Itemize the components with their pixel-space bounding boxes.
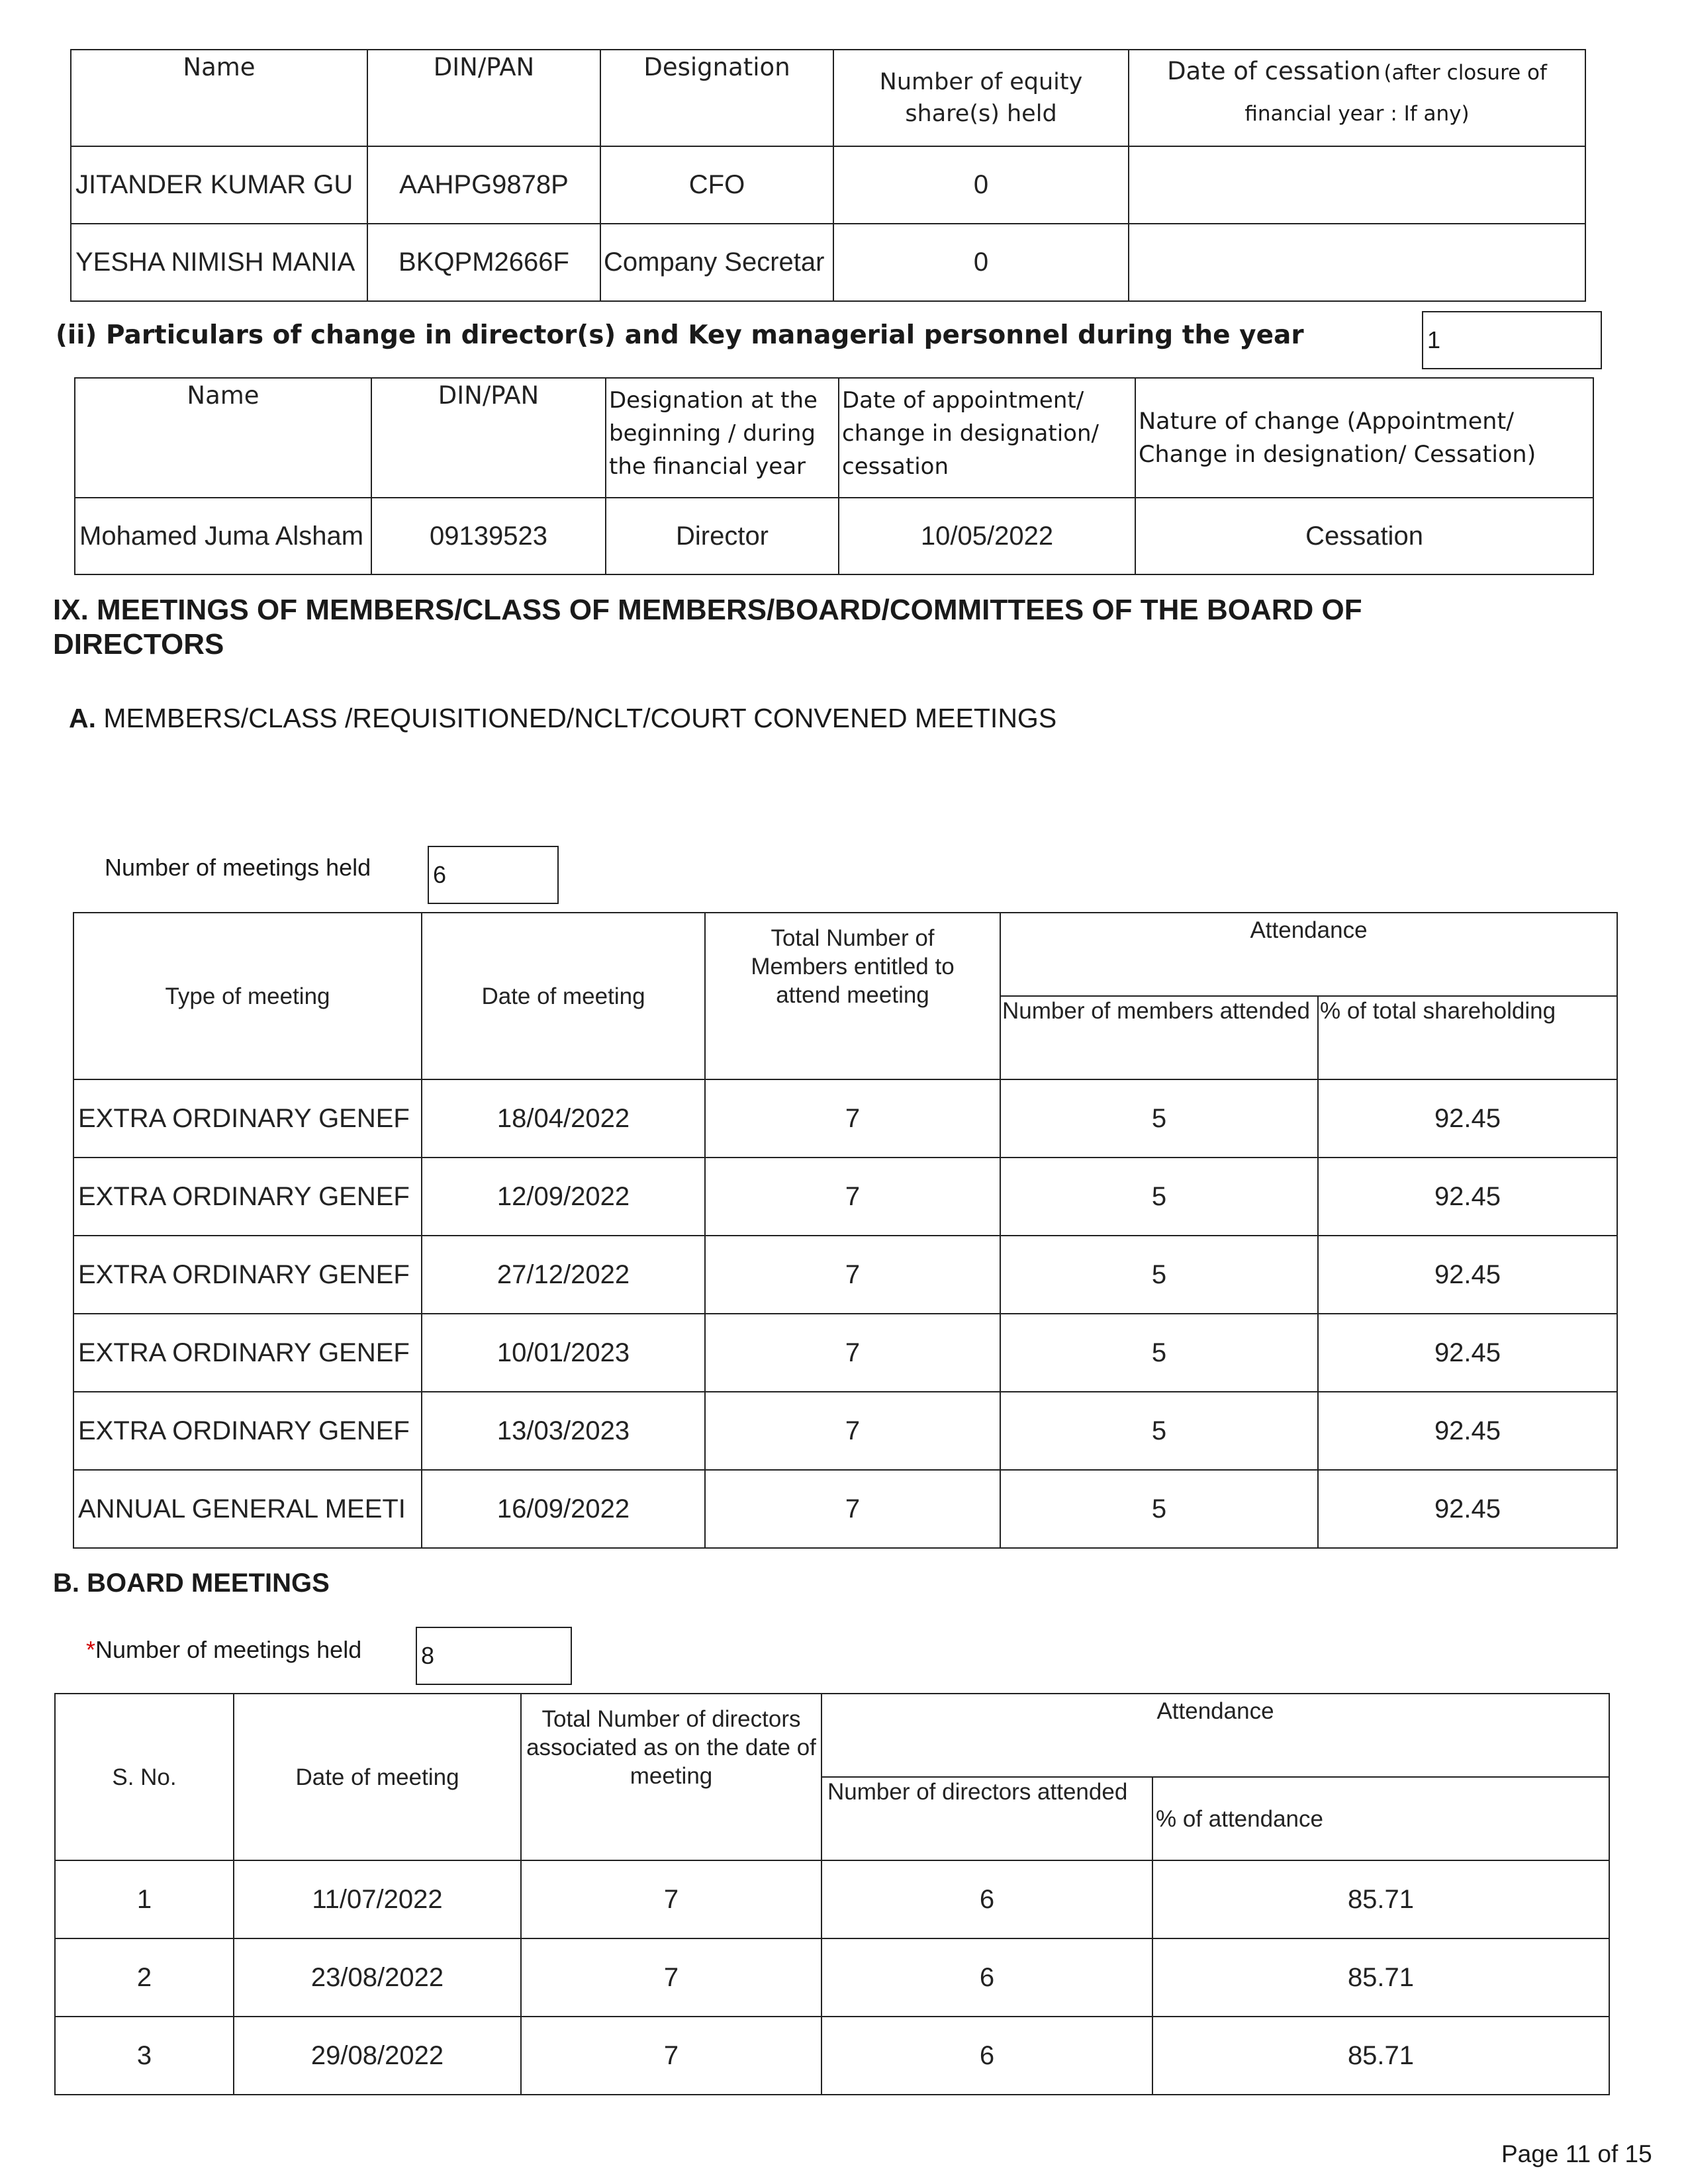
members-header-attended: Number of members attended	[1000, 996, 1318, 1079]
members-attended-cell: 5	[1000, 1079, 1318, 1158]
board-pct-cell: 85.71	[1152, 1938, 1609, 2017]
members-meetings-table	[73, 912, 1618, 1549]
board-header-attendance: Attendance	[821, 1694, 1609, 1777]
required-asterisk: *	[86, 1636, 96, 1663]
members-header-attendance: Attendance	[1000, 913, 1617, 996]
kmp-shares-cell: 0	[833, 146, 1129, 224]
section-a-text: MEMBERS/CLASS /REQUISITIONED/NCLT/COURT CONVENED MEETINGS	[103, 703, 1057, 733]
members-type-cell: EXTRA ORDINARY GENEF	[73, 1392, 422, 1470]
members-type-cell: EXTRA ORDINARY GENEF	[73, 1314, 422, 1392]
kmp-name-cell: YESHA NIMISH MANIA	[71, 224, 367, 301]
members-type-cell: EXTRA ORDINARY GENEF	[73, 1079, 422, 1158]
members-pct-cell: 92.45	[1318, 1470, 1617, 1548]
table-row	[73, 1392, 1617, 1470]
board-sno-cell: 2	[55, 1938, 234, 2017]
members-header-total: Total Number of Members entitled to attend meeting	[705, 913, 1000, 1079]
board-meetings-table	[54, 1693, 1610, 2095]
board-count-label: Number of meetings held	[95, 1636, 362, 1663]
members-header-date: Date of meeting	[422, 913, 705, 1079]
board-count-label-wrap	[86, 1636, 361, 1664]
change-table	[74, 377, 1594, 575]
members-date-cell: 13/03/2023	[422, 1392, 705, 1470]
members-count-label: Number of meetings held	[105, 854, 371, 881]
kmp-cessation-cell	[1129, 224, 1585, 301]
members-attended-cell: 5	[1000, 1314, 1318, 1392]
change-header-nature: Nature of change (Appointment/ Change in designation/ Cessation)	[1135, 378, 1593, 498]
change-header-designation: Designation at the beginning / during the financial year	[606, 378, 839, 498]
members-header-type: Type of meeting	[73, 913, 422, 1079]
board-sno-cell: 3	[55, 2017, 234, 2095]
board-header-pct: % of attendance	[1152, 1777, 1609, 1860]
members-total-cell: 7	[705, 1158, 1000, 1236]
kmp-shares-cell: 0	[833, 224, 1129, 301]
board-attended-cell: 6	[821, 1938, 1152, 2017]
kmp-header-designation: Designation	[600, 50, 833, 146]
board-header-attended: Number of directors attended	[821, 1777, 1152, 1860]
table-row	[73, 1079, 1617, 1158]
board-total-cell: 7	[521, 1860, 821, 1938]
kmp-header-row	[71, 50, 1585, 146]
kmp-header-equity-shares: Number of equity share(s) held	[833, 50, 1129, 146]
board-header-row	[55, 1694, 1609, 1777]
table-row	[73, 1236, 1617, 1314]
members-total-cell: 7	[705, 1314, 1000, 1392]
table-row	[55, 1860, 1609, 1938]
change-header-din-pan: DIN/PAN	[371, 378, 606, 498]
board-date-cell: 23/08/2022	[234, 1938, 521, 2017]
board-header-date: Date of meeting	[234, 1694, 521, 1860]
section-a-prefix: A.	[69, 703, 96, 733]
board-total-cell: 7	[521, 2017, 821, 2095]
kmp-din-pan-cell: AAHPG9878P	[367, 146, 600, 224]
kmp-name-cell: JITANDER KUMAR GU	[71, 146, 367, 224]
members-attended-cell: 5	[1000, 1470, 1318, 1548]
kmp-header-cessation-note: (after closure of financial year : If any)	[1244, 61, 1547, 126]
board-count-field[interactable]: 8	[416, 1627, 572, 1685]
table-row	[73, 1158, 1617, 1236]
kmp-header-cessation	[1129, 50, 1585, 146]
members-count-field[interactable]: 6	[428, 846, 559, 904]
table-row	[73, 1314, 1617, 1392]
kmp-designation-cell: CFO	[600, 146, 833, 224]
kmp-table	[70, 49, 1586, 302]
members-pct-cell: 92.45	[1318, 1314, 1617, 1392]
kmp-cessation-cell	[1129, 146, 1585, 224]
change-count-field[interactable]: 1	[1422, 311, 1602, 369]
table-row	[55, 2017, 1609, 2095]
board-attended-cell: 6	[821, 2017, 1152, 2095]
board-date-cell: 29/08/2022	[234, 2017, 521, 2095]
members-date-cell: 18/04/2022	[422, 1079, 705, 1158]
change-nature-cell: Cessation	[1135, 498, 1593, 574]
members-attended-cell: 5	[1000, 1158, 1318, 1236]
board-header-sno: S. No.	[55, 1694, 234, 1860]
members-type-cell: ANNUAL GENERAL MEETI	[73, 1470, 422, 1548]
kmp-din-pan-cell: BKQPM2666F	[367, 224, 600, 301]
members-date-cell: 10/01/2023	[422, 1314, 705, 1392]
board-date-cell: 11/07/2022	[234, 1860, 521, 1938]
members-date-cell: 12/09/2022	[422, 1158, 705, 1236]
members-total-cell: 7	[705, 1470, 1000, 1548]
section-a-heading	[69, 703, 1056, 734]
kmp-designation-cell: Company Secretar	[600, 224, 833, 301]
board-attended-cell: 6	[821, 1860, 1152, 1938]
board-meetings-title: B. BOARD MEETINGS	[53, 1569, 330, 1598]
board-total-cell: 7	[521, 1938, 821, 2017]
kmp-header-din-pan: DIN/PAN	[367, 50, 600, 146]
change-din-pan-cell: 09139523	[371, 498, 606, 574]
change-header-date: Date of appointment/ change in designation/ cessation	[839, 378, 1135, 498]
change-header-row	[75, 378, 1593, 498]
change-section-title: (ii) Particulars of change in director(s) and Key managerial personnel during the year	[56, 320, 1304, 350]
members-pct-cell: 92.45	[1318, 1236, 1617, 1314]
table-row	[73, 1470, 1617, 1548]
board-header-total: Total Number of directors associated as on the date of meeting	[521, 1694, 821, 1860]
members-pct-cell: 92.45	[1318, 1079, 1617, 1158]
members-attended-cell: 5	[1000, 1392, 1318, 1470]
kmp-header-name: Name	[71, 50, 367, 146]
table-row	[55, 1938, 1609, 2017]
kmp-header-cessation-main: Date of cessation	[1167, 57, 1381, 85]
members-date-cell: 27/12/2022	[422, 1236, 705, 1314]
members-header-row	[73, 913, 1617, 996]
members-date-cell: 16/09/2022	[422, 1470, 705, 1548]
board-pct-cell: 85.71	[1152, 1860, 1609, 1938]
change-header-name: Name	[75, 378, 371, 498]
change-date-cell: 10/05/2022	[839, 498, 1135, 574]
members-total-cell: 7	[705, 1236, 1000, 1314]
board-pct-cell: 85.71	[1152, 2017, 1609, 2095]
members-attended-cell: 5	[1000, 1236, 1318, 1314]
change-designation-cell: Director	[606, 498, 839, 574]
page-number: Page 11 of 15	[1501, 2140, 1652, 2167]
members-total-cell: 7	[705, 1079, 1000, 1158]
members-type-cell: EXTRA ORDINARY GENEF	[73, 1236, 422, 1314]
change-name-cell: Mohamed Juma Alsham	[75, 498, 371, 574]
table-row	[71, 224, 1585, 301]
members-type-cell: EXTRA ORDINARY GENEF	[73, 1158, 422, 1236]
board-sno-cell: 1	[55, 1860, 234, 1938]
section-ix-title: IX. MEETINGS OF MEMBERS/CLASS OF MEMBERS/BOARD/COMMITTEES OF THE BOARD OF DIRECTORS	[53, 594, 1362, 660]
table-row	[75, 498, 1593, 574]
table-row	[71, 146, 1585, 224]
members-pct-cell: 92.45	[1318, 1392, 1617, 1470]
members-total-cell: 7	[705, 1392, 1000, 1470]
members-header-pct: % of total shareholding	[1318, 996, 1617, 1079]
members-pct-cell: 92.45	[1318, 1158, 1617, 1236]
